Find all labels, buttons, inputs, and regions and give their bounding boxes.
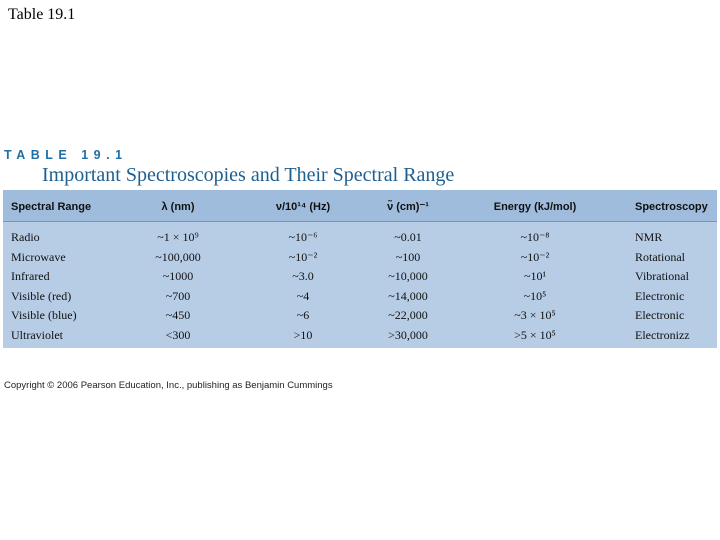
cell-frequency: ~4 bbox=[296, 289, 310, 303]
header-spectroscopy: Spectroscopy bbox=[635, 201, 708, 213]
cell-frequency: ~3.0 bbox=[292, 269, 314, 283]
cell-spectroscopy: NMR bbox=[635, 230, 663, 244]
header-wavenumber: ν̃ (cm)⁻¹ bbox=[387, 201, 429, 213]
cell-spectroscopy: Electronic bbox=[635, 308, 685, 322]
table-label: TABLE 19.1 bbox=[4, 148, 128, 162]
cell-wavenumber: ~0.01 bbox=[394, 230, 422, 244]
cell-spectroscopy: Rotational bbox=[635, 250, 685, 264]
header-wavelength: λ (nm) bbox=[161, 201, 195, 213]
cell-wavenumber: ~14,000 bbox=[388, 289, 428, 303]
cell-frequency: ~10⁻² bbox=[288, 250, 318, 264]
cell-wavenumber: ~100 bbox=[395, 250, 421, 264]
cell-frequency: >10 bbox=[293, 328, 313, 342]
header-divider bbox=[3, 221, 717, 222]
spectroscopy-table bbox=[3, 190, 717, 348]
cell-spectral-range: Visible (red) bbox=[11, 289, 72, 303]
cell-wavelength: ~100,000 bbox=[155, 250, 201, 264]
cell-spectroscopy: Vibrational bbox=[635, 269, 689, 283]
table-header-row bbox=[3, 190, 717, 221]
cell-energy: ~10⁻² bbox=[520, 250, 550, 264]
cell-wavelength: <300 bbox=[165, 328, 191, 342]
cell-frequency: ~10⁻⁶ bbox=[288, 230, 318, 244]
table-row bbox=[3, 250, 717, 266]
table-row bbox=[3, 308, 717, 324]
cell-energy: ~10⁻⁸ bbox=[520, 230, 550, 244]
cell-wavelength: ~1000 bbox=[162, 269, 194, 283]
cell-spectral-range: Ultraviolet bbox=[11, 328, 63, 342]
table-caption: Important Spectroscopies and Their Spectral Range bbox=[42, 164, 455, 186]
cell-energy: ~10⁵ bbox=[523, 289, 547, 303]
cell-wavenumber: ~22,000 bbox=[388, 308, 428, 322]
cell-wavelength: ~700 bbox=[165, 289, 191, 303]
table-row bbox=[3, 269, 717, 285]
table-row bbox=[3, 289, 717, 305]
cell-spectral-range: Infrared bbox=[11, 269, 50, 283]
header-energy: Energy (kJ/mol) bbox=[493, 201, 577, 213]
cell-energy: ~3 × 10⁵ bbox=[514, 308, 556, 322]
cell-wavelength: ~1 × 10⁹ bbox=[157, 230, 199, 244]
cell-wavenumber: >30,000 bbox=[388, 328, 428, 342]
cell-frequency: ~6 bbox=[296, 308, 310, 322]
cell-energy: >5 × 10⁵ bbox=[514, 328, 556, 342]
table-row bbox=[3, 230, 717, 246]
cell-spectroscopy: Electronic bbox=[635, 289, 685, 303]
cell-spectroscopy: Electronizz bbox=[635, 328, 690, 342]
cell-spectral-range: Microwave bbox=[11, 250, 66, 264]
cell-wavelength: ~450 bbox=[165, 308, 191, 322]
header-spectral-range: Spectral Range bbox=[11, 201, 92, 213]
slide-title: Table 19.1 bbox=[8, 6, 76, 23]
cell-spectral-range: Visible (blue) bbox=[11, 308, 77, 322]
cell-energy: ~10¹ bbox=[523, 269, 547, 283]
header-frequency: ν/10¹⁴ (Hz) bbox=[275, 201, 331, 213]
cell-spectral-range: Radio bbox=[11, 230, 40, 244]
copyright-notice: Copyright © 2006 Pearson Education, Inc., publishing as Benjamin Cummings bbox=[4, 380, 333, 391]
table-row bbox=[3, 328, 717, 344]
cell-wavenumber: ~10,000 bbox=[388, 269, 428, 283]
